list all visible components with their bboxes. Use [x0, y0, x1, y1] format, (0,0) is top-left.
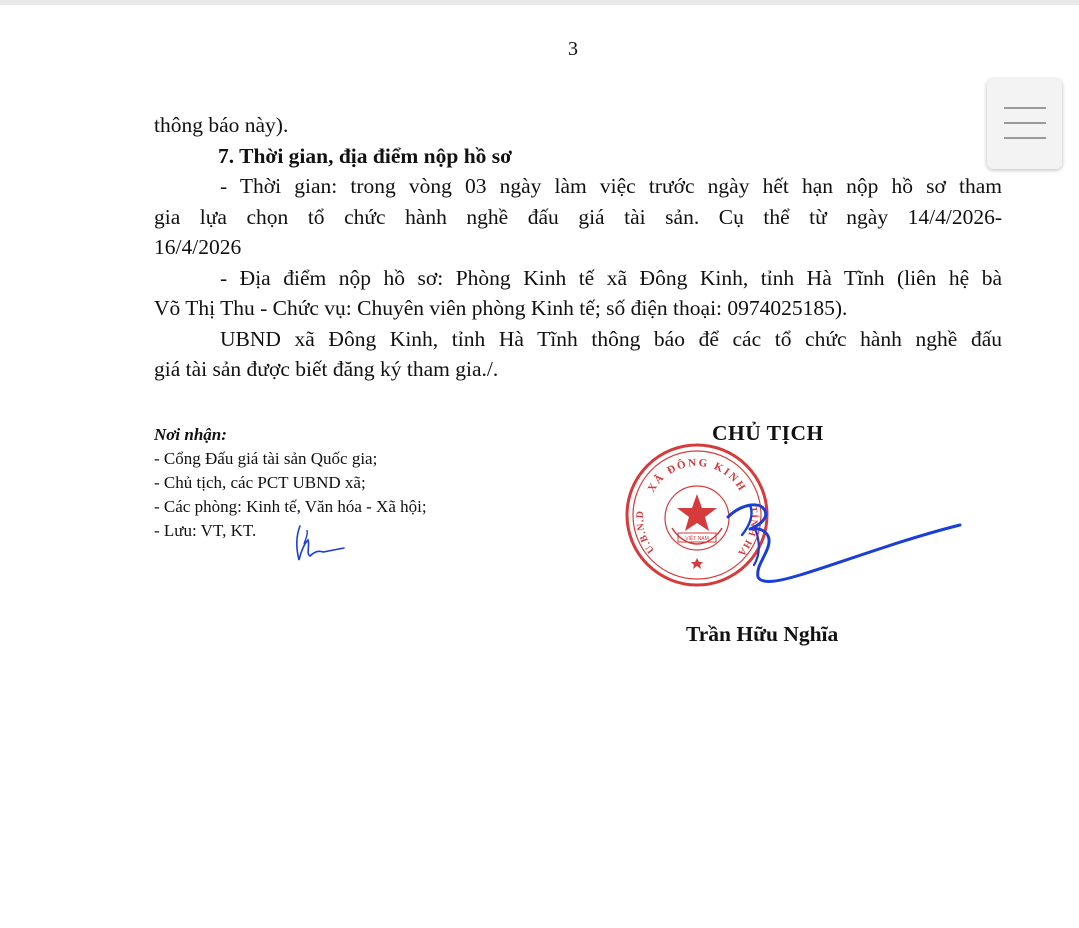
svg-text:U.B.N.D — [635, 510, 657, 555]
place-line-1: - Địa điểm nộp hồ sơ: Phòng Kinh tế xã Đông Kinh, tỉnh Hà Tĩnh (liên hệ bà — [220, 265, 1002, 290]
paragraph-intro: thông báo này). — [154, 113, 289, 137]
handwritten-signature — [720, 495, 970, 590]
recipients-title: Nơi nhận: — [154, 425, 227, 444]
initials-signature — [290, 522, 350, 570]
seal-banner-text: VIỆT NAM — [685, 536, 709, 542]
recipient-item: - Cổng Đấu giá tài sản Quốc gia; — [154, 449, 378, 468]
seal-top-text: XÃ ĐÔNG KINH — [645, 456, 749, 495]
signer-name: Trần Hữu Nghĩa — [686, 622, 839, 646]
section-heading: 7. Thời gian, địa điểm nộp hồ sơ — [218, 143, 513, 168]
place-line-2: Võ Thị Thu - Chức vụ: Chuyên viên phòng Kinh tế; số điện thoại: 0974025185). — [154, 296, 848, 320]
time-line-3: 16/4/2026 — [154, 235, 242, 259]
recipient-item: - Các phòng: Kinh tế, Văn hóa - Xã hội; — [154, 497, 427, 516]
page-number: 3 — [568, 38, 578, 60]
recipient-item: - Chủ tịch, các PCT UBND xã; — [154, 473, 366, 492]
time-line-2: gia lựa chọn tổ chức hành nghề đấu giá tài sản. Cụ thể từ ngày 14/4/2026- — [154, 204, 1002, 229]
document-body — [154, 110, 1002, 385]
top-bar — [0, 0, 1079, 5]
notice-line-2: giá tài sản được biết đăng ký tham gia./. — [154, 357, 499, 381]
seal-right-text: TỈNH HÀ — [734, 505, 760, 559]
time-line-1: - Thời gian: trong vòng 03 ngày làm việc trước ngày hết hạn nộp hồ sơ tham — [220, 174, 1002, 198]
signer-title: CHỦ TỊCH — [712, 421, 824, 445]
star-icon — [677, 494, 717, 531]
recipient-item: - Lưu: VT, KT. — [154, 521, 257, 540]
notice-line-1: UBND xã Đông Kinh, tỉnh Hà Tĩnh thông báo để các tổ chức hành nghề đấu — [220, 326, 1002, 351]
seal-left-text: U.B.N.D — [634, 509, 657, 556]
